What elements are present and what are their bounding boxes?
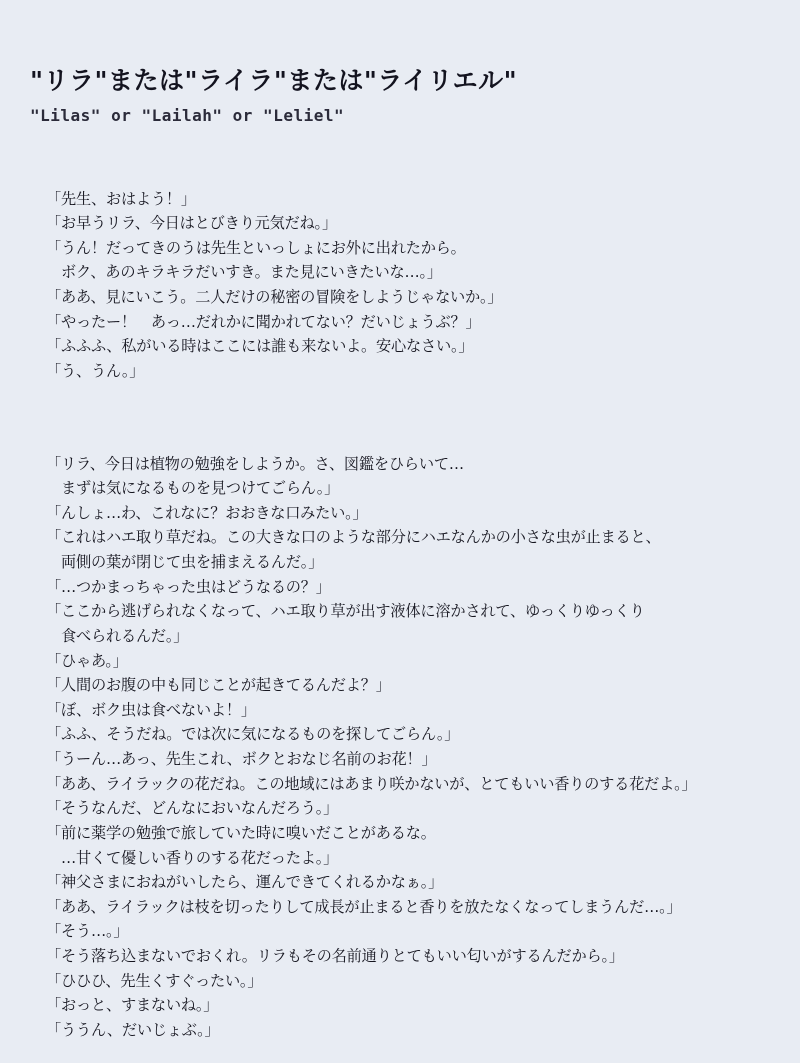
dialogue-line: 「ふふふ、私がいる時はここには誰も来ないよ。安心なさい。」 <box>46 337 474 356</box>
page-title-english: "Lilas" or "Lailah" or "Leliel" <box>30 105 345 125</box>
dialogue-line: 「先生、おはよう！」 <box>46 189 196 208</box>
dialogue-line: 「ぼ、ボク虫は食べないよ！」 <box>46 700 256 719</box>
title-block <box>30 62 776 125</box>
dialogue-line: 「おっと、すまないね。」 <box>46 996 219 1015</box>
dialogue-line: 「前に薬学の勉強で旅していた時に嗅いだことがあるな。 <box>46 823 436 842</box>
dialogue-line: 「お早うリラ、今日はとびきり元気だね。」 <box>46 214 337 233</box>
page-title-japanese: "リラ"または"ライラ"または"ライリエル" <box>30 66 518 95</box>
dialogue-section-two <box>46 452 776 1043</box>
spacer-between-sections <box>26 384 776 452</box>
dialogue-line: 「ああ、見にいこう。二人だけの秘密の冒険をしようじゃないか。」 <box>46 288 503 306</box>
dialogue-line: 「リラ、今日は植物の勉強をしようか。さ、図鑑をひらいて… <box>46 454 464 473</box>
dialogue-line: 「やったー！ あっ…だれかに聞かれてない？だいじょうぶ？」 <box>46 312 481 331</box>
dialogue-line: 「そう…。」 <box>46 922 129 941</box>
dialogue-line: …甘くて優しい香りのする花だったよ。」 <box>61 848 339 867</box>
dialogue-line: 「神父さまにおねがいしたら、運んできてくれるかなぁ。」 <box>46 873 444 892</box>
dialogue-line: 両側の葉が閉じて虫を捕まえるんだ。」 <box>61 553 324 571</box>
dialogue-line: 食べられるんだ。」 <box>61 626 189 645</box>
dialogue-line: まずは気になるものを見つけてごらん。」 <box>61 479 340 498</box>
dialogue-line: 「ああ、ライラックは枝を切ったりして成長が止まると香りを放たなくなってしまうんだ…。」 <box>46 897 682 916</box>
dialogue-line: 「これはハエ取り草だね。この大きな口のような部分にハエなんかの小さな虫が止まると、 <box>46 528 661 547</box>
dialogue-line: 「ああ、ライラックの花だね。この地域にはあまり咲かないが、とてもいい香りのする花だよ。」 <box>46 774 697 793</box>
spacer-above-section-one <box>26 125 776 187</box>
dialogue-line: 「ここから逃げられなくなって、ハエ取り草が出す液体に溶かされて、ゆっくりゆっくり <box>46 602 645 621</box>
dialogue-line: 「う、うん。」 <box>46 361 145 380</box>
dialogue-line: 「ひひひ、先生くすぐったい。」 <box>46 971 263 990</box>
dialogue-line: 「んしょ…わ、これなに？おおきな口みたい。」 <box>46 503 368 522</box>
dialogue-line: 「そう落ち込まないでおくれ。リラもその名前通りとてもいい匂いがするんだから。」 <box>46 947 624 965</box>
dialogue-line: 「ううん、だいじょぶ。」 <box>46 1020 220 1039</box>
dialogue-line: 「人間のお腹の中も同じことが起きてるんだよ？」 <box>46 676 391 695</box>
dialogue-line: 「そうなんだ、どんなにおいなんだろう。」 <box>46 799 339 818</box>
dialogue-line: 「ふふ、そうだね。では次に気になるものを探してごらん。」 <box>46 725 460 744</box>
dialogue-section-one <box>46 187 776 384</box>
dialogue-line: 「うーん…あっ、先生これ、ボクとおなじ名前のお花！」 <box>46 750 437 768</box>
dialogue-line: 「…つかまっちゃった虫はどうなるの？」 <box>46 577 331 596</box>
dialogue-line: 「うん！だってきのうは先生といっしょにお外に出れたから。 <box>46 238 466 257</box>
dialogue-line: ボク、あのキラキラだいすき。また見にいきたいな…。」 <box>61 263 442 282</box>
dialogue-line: 「ひゃあ。」 <box>46 651 128 670</box>
